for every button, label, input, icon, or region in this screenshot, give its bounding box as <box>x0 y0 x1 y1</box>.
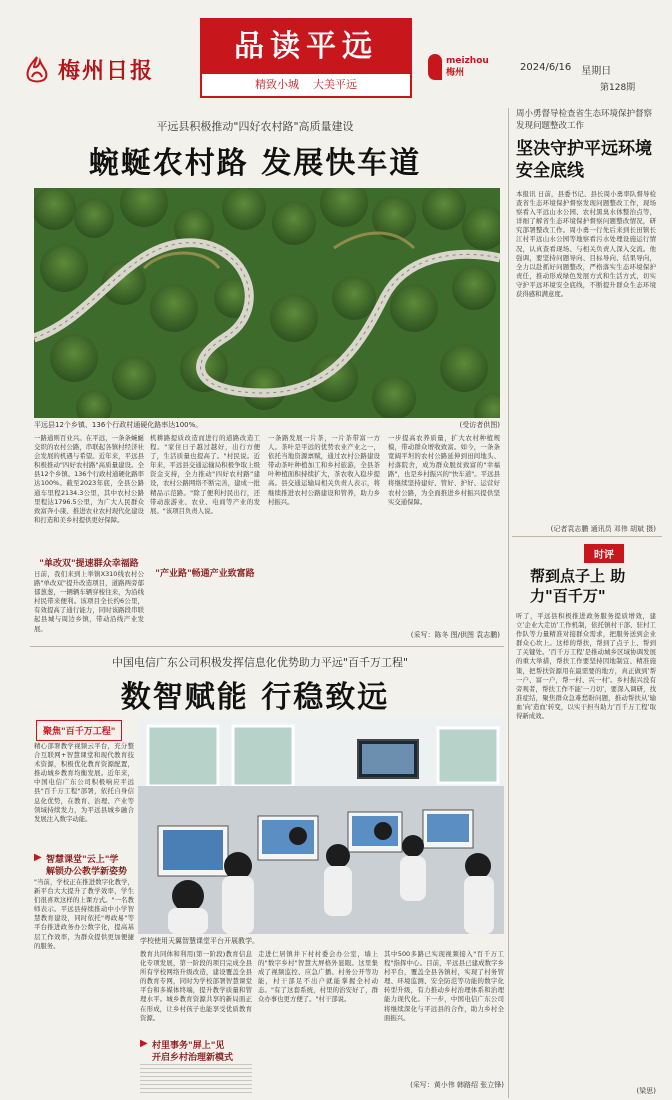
lead-body-col3: 一条路发展一片茶，一片茶带富一方人。茶叶是平远的优势农业产业之一，依托当地资源禀赋，通过农村公路建设带动茶叶种植加工和乡村旅游，全县茶叶种植面积持续扩大，茶农收入稳步提高。县交通运输局相关负责人表示，将继续推进农村公路建设和管养，助力乡村振兴。 <box>268 434 380 506</box>
feature-subhead-3: 村里事务"屏上"见 <box>152 1041 225 1051</box>
lead-body-col4: 一步提高农养质量，扩大农村种植规模，带动群众增收致富。如今，一条条宽阔平坦的农村公路延伸到田间地头、村落院舍，成为群众脱贫致富的"幸福路"，也是乡村振兴的"快车道"。平远县将继续坚持建好、管好、护好、运营好农村公路，为全面推进乡村振兴提供坚实交通保障。 <box>388 434 500 506</box>
bullet-icon: ▶ <box>140 1038 148 1049</box>
feature-subhead-1: 智慧课堂"云上"学 <box>46 855 119 865</box>
commentary-headline: 帮到点子上 助力"百千万" <box>530 567 626 605</box>
commentary-byline: (梁思) <box>636 1087 656 1095</box>
brand-latin: meizhou <box>446 56 489 66</box>
lead-photo-credit: (受访者供图) <box>459 421 500 429</box>
lead-subhead-2: "产业路"畅通产业致富路 <box>155 569 255 579</box>
road-aerial-illustration <box>34 188 500 418</box>
lead-byline: (采写：陈冬 图/供图 袁志鹏) <box>410 631 500 639</box>
side-divider <box>512 536 662 537</box>
commentary-body: 听了，平远县积极推进政务服务提质增效，建立'企业大走访'工作机制，依托镇村干部、驻村工作队等力量精准对接群众需求，把服务送到企业群众心坎上。这样的帮扶，帮到了点子上、帮到了关键处。'百千万工程'是推动城乡区域协调发展的重大举措，帮扶工作要坚持因地制宜、精准施策，把帮扶资源用在最需要的地方，真正做到'帮一户、富一户，帮一村、兴一村'。乡村振兴没有旁观者，帮扶工作不能'一刀切'，要深入调研，找准症结，聚焦群众急难愁盼问题，推动帮扶从'输血'向'造血'转变，以实干担当助力'百千万工程'取得新成效。 <box>516 612 656 721</box>
feature-left-body: 精心部署教学视频云平台，充分整合互联网+智慧课堂和现代教育技术资源，积极优化教育资源配置，推动城乡教育均衡发展。近年来，中国电信广东公司积极响应平远县"百千万工程"部署，依托自身信息化优势，在教育、治理、产业等领域持续发力，为平远县城乡融合发展注入数字动能。 <box>34 742 134 823</box>
side-headline: 坚决守护平远环境安全底线 <box>516 139 652 181</box>
issue-date: 2024/6/16 <box>520 62 572 73</box>
feature-body-col3: 走进仁居镇井下村村委会办公室，墙上的"数字乡村"智慧大屏格外显眼。这里集成了视频监控、应急广播、村务公开等功能，村干部足不出户就能掌握全村动态。"有了这套系统，村里的治安好了，群众办事也更方便了。"村干部说。 <box>258 950 378 1004</box>
feature-photo-classroom <box>138 716 504 934</box>
lead-headline: 蜿蜒农村路 发展快车道 <box>88 146 422 181</box>
issue-number: 第128期 <box>600 83 636 93</box>
location-pin-icon <box>428 54 442 80</box>
brand-cn: 梅州 <box>446 68 465 78</box>
banner-slogans <box>202 76 410 96</box>
section-divider <box>30 646 504 647</box>
side-kicker: 周小勇督导检查省生态环境保护督察发现问题整改工作 <box>516 109 653 131</box>
flame-logo-icon <box>22 55 52 85</box>
lead-kicker: 平远县积极推动"四好农村路"高质量建设 <box>156 120 354 133</box>
feature-headline: 数智赋能 行稳致远 <box>120 680 390 715</box>
section-banner <box>200 18 412 98</box>
paper-logo <box>22 54 154 85</box>
feature-byline: (采写：黄小伟 韩路绍 张立锋) <box>410 1081 504 1089</box>
feature-left-body2: "当前，学校正在推进数字化教学，新平台大大提升了教学效率，学生们很喜欢这样的上课方式。"一名教师表示。平远县持续推动中小学智慧教育建设，同时依托"粤政易"等平台推进政务办公数字化，提高基层工作效率，为群众提供更加便捷的服务。 <box>34 878 134 950</box>
banner-slogan: 精致小城 <box>255 78 299 91</box>
feature-section-tag: 聚焦"百千万工程" <box>36 720 122 741</box>
lead-body-col1b: 日前，我们来到上举镇X310线农村公路"单改双"提升改造项目，道路两旁郁郁葱葱，一辆辆车辆穿梭往来，为沿线村民带来便利。该项目全长约6公里，有效提高了通行能力，同时该路段串联起县城与周边乡镇，带动沿线产业发展。 <box>34 570 144 633</box>
feature-body-col2: 教育共同体和利用(第一阶段)教育信息化专项发展，第一阶段的项目完成全县所有学校网络升级改造，建设覆盖全县的教育专网，同时为学校部署智慧课堂平台和多媒体终端，提升教学质量和管理水平。城乡教育资源共享的新局面正在形成，让乡村孩子也能享受优质教育资源。 <box>140 950 252 1022</box>
column-divider <box>508 108 509 1098</box>
lead-subhead-1: "单改双"提速群众幸福路 <box>39 559 139 569</box>
meizhou-brand <box>428 54 489 80</box>
feature-body-col4: 其中500多路已实现视频接入"百千万工程"指挥中心。目前，平远县已建成数字乡村平台，覆盖全县各镇村，实现了村务管理、环境监测、安全防范等功能的数字化转型升级，有力推动乡村治理体系和治理能力现代化。下一步，中国电信广东公司将继续深化与平远县的合作，助力乡村全面振兴。 <box>384 950 504 1022</box>
feature-subhead-4: 开启乡村治理新模式 <box>152 1053 234 1063</box>
paper-name: 梅州日报 <box>58 58 155 84</box>
masthead <box>0 0 672 100</box>
lead-photo-caption: 平远县12个乡镇、136个行政村通硬化路率达100%。 <box>34 421 203 429</box>
banner-slogan: 大美平远 <box>313 78 357 91</box>
lead-photo-winding-road <box>34 188 500 418</box>
bullet-icon: ▶ <box>34 852 42 863</box>
feature-photo-caption: 学校使用天翼智慧课堂平台开展教学。 <box>140 937 259 945</box>
lead-body-col2: 机耕路提质改造而进行的道路改造工程。"家住日子越过越好，出行方便了，生活质量也提高了。"村民说。近年来，平远县交通运输局积极争取上级资金支持，全力推动"四好农村路"建设，农村公路网络不断完善，建成一批精品示范路。"除了便利村民出行，还带动旅游业、农业、电商等产业的发展。"该项目负责人说。 <box>150 434 260 515</box>
feature-subhead-1b: 解锁办公教学新姿势 <box>46 867 128 877</box>
classroom-illustration <box>138 716 504 934</box>
side-byline: (记者袁志鹏 通讯员 邓伟 胡斌 摄) <box>550 525 656 533</box>
side-body: 本报讯 日前，县委书记、县长周小勇率队督导检查省生态环境保护督察发现问题整改工作，现场察看入平远山水公园、农村黑臭水体整治点等，详细了解省生态环境保护督察问题整改情况，研究部署整改工作。周小勇一行先后来到长田镇长江村平远山水公园等地察看污水处理设施运行情况，认真查看现场、与相关负责人深入交流。他强调，要坚持问题导向、目标导向、结果导向，全力以赴抓好问题整改，严格落实生态环境保护责任，推动形成绿色发展方式和生活方式，切实守护平远环境安全底线，不断提升群众生态环境获得感和满意度。 <box>516 190 656 299</box>
lead-body-col1: 一路通则百业兴。在平远，一条条蜿蜒交织的农村公路，串联起各镇村经济社会发展的机遇与希望。近年来，平远县积极推动"四好农村路"高质量建设。全县12个乡镇、136个行政村通硬化路率达100%。截至2023年底，全县公路通车里程2134.3公里，其中农村公路里程达1796.5公里，为广大人民群众致富奔小康、推进农业农村现代化建设和打造和美乡村提供更好保障。 <box>34 434 144 524</box>
commentary-tag: 时评 <box>584 544 624 563</box>
dateline <box>520 62 611 77</box>
feature-body-col2b <box>140 1064 252 1094</box>
issue-weekday: 星期日 <box>581 66 612 77</box>
banner-title: 品读平远 <box>202 20 410 74</box>
feature-kicker: 中国电信广东公司积极发挥信息化优势助力平远"百千万工程" <box>111 656 409 669</box>
